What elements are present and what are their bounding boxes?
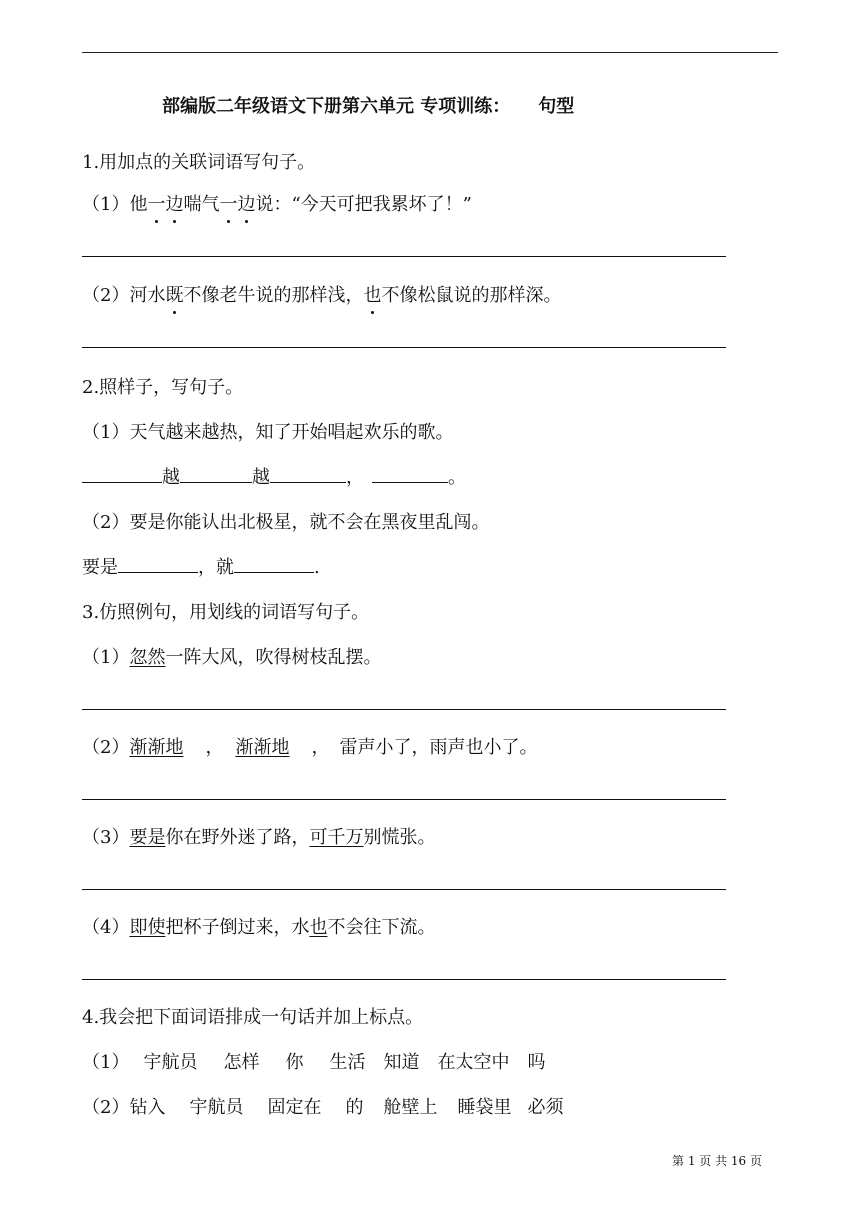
word-chip: 知道 [383, 1052, 420, 1073]
pattern-word: ，就 [198, 557, 234, 578]
page-footer: 第 1 页 共 16 页 [672, 1154, 762, 1168]
fill-blank[interactable] [118, 554, 198, 573]
pattern-punct: ， [346, 467, 364, 488]
word-chip: 宇航员 [143, 1052, 198, 1073]
answer-line[interactable] [82, 799, 726, 800]
q4-item2-num: （2） [82, 1097, 130, 1118]
underlined-word: 渐渐地 [129, 737, 184, 758]
answer-line[interactable] [82, 979, 726, 980]
q3-item4-mid: 把杯子倒过来，水 [165, 917, 310, 938]
q2-heading: 2.照样子，写句子。 [82, 377, 244, 398]
title-main: 部编版二年级语文下册第六单元 专项训练： [162, 96, 511, 117]
fill-blank[interactable] [180, 464, 252, 483]
word-chip: 宇航员 [189, 1097, 244, 1118]
q3-item3-num: （3） [82, 827, 130, 848]
pattern-word: 越 [162, 467, 180, 488]
q3-item1-rest: 一阵大风，吹得树枝乱摆。 [165, 647, 382, 668]
q2-pattern2 [82, 553, 320, 579]
q3-item1 [82, 643, 381, 669]
word-chip: 的 [345, 1097, 364, 1118]
q1-heading: 1.用加点的关联词语写句子。 [82, 152, 316, 173]
q3-item4 [82, 913, 435, 939]
dotted-char: 既 [165, 285, 184, 306]
page-title [162, 92, 574, 118]
pattern-word: 要是 [82, 557, 118, 578]
q3-item3-mid: 你在野外迷了路， [165, 827, 310, 848]
underlined-word: 也 [309, 917, 328, 938]
q3-item2-sep: ， [205, 737, 224, 758]
q3-item1-num: （1） [82, 647, 130, 668]
q1-item1 [82, 190, 472, 216]
q1-item2-num: （2） [82, 285, 130, 306]
answer-line[interactable] [82, 347, 726, 348]
answer-line[interactable] [82, 889, 726, 890]
dotted-char: 边 [165, 194, 184, 215]
fill-blank[interactable] [82, 464, 162, 483]
dotted-char: 一 [219, 194, 238, 215]
answer-line[interactable] [82, 256, 726, 257]
q1-item1-text-a: 他 [129, 194, 148, 215]
q3-item2-num: （2） [82, 737, 130, 758]
q4-item2 [82, 1093, 563, 1119]
word-chip: 怎样 [223, 1052, 260, 1073]
q3-item4-num: （4） [82, 917, 130, 938]
word-chip: 固定在 [267, 1097, 322, 1118]
q4-item1-num: （1） [82, 1052, 130, 1073]
header-rule [82, 52, 778, 53]
q1-item2-text-b: 不像老牛说的那样浅， [183, 285, 364, 306]
pattern-punct: 。 [448, 467, 466, 488]
underlined-word: 要是 [129, 827, 166, 848]
q3-item2-rest: 雷声小了，雨声也小了。 [339, 737, 538, 758]
dotted-char: 也 [363, 285, 382, 306]
word-chip: 舱壁上 [383, 1097, 438, 1118]
q1-item2-text-a: 河水 [129, 285, 166, 306]
fill-blank[interactable] [234, 554, 314, 573]
q2-pattern1 [82, 463, 466, 489]
q4-heading: 4.我会把下面词语排成一句话并加上标点。 [82, 1007, 424, 1028]
q2-item2: （2）要是你能认出北极星，就不会在黑夜里乱闯。 [82, 512, 490, 533]
q3-heading: 3.仿照例句，用划线的词语写句子。 [82, 602, 370, 623]
underlined-word: 忽然 [129, 647, 166, 668]
q1-item2-text-c: 不像松鼠说的那样深。 [381, 285, 562, 306]
q3-item2-sep: ， [311, 737, 330, 758]
word-chip: 吗 [527, 1052, 546, 1073]
word-chip: 在太空中 [437, 1052, 510, 1073]
q3-item3-rest: 别慌张。 [363, 827, 436, 848]
fill-blank[interactable] [270, 464, 346, 483]
dotted-char: 一 [147, 194, 166, 215]
underlined-word: 可千万 [309, 827, 364, 848]
q3-item3 [82, 823, 435, 849]
word-chip: 必须 [527, 1097, 564, 1118]
title-tail: 句型 [538, 96, 575, 117]
word-chip: 生活 [329, 1052, 366, 1073]
pattern-word: 越 [252, 467, 270, 488]
word-chip: 睡袋里 [457, 1097, 512, 1118]
q4-item1 [82, 1048, 545, 1074]
q1-item2 [82, 281, 561, 307]
q2-item1: （1）天气越来越热，知了开始唱起欢乐的歌。 [82, 422, 454, 443]
underlined-word: 即使 [129, 917, 166, 938]
word-chip: 你 [285, 1052, 304, 1073]
underlined-word: 渐渐地 [235, 737, 290, 758]
answer-line[interactable] [82, 709, 726, 710]
pattern-punct: . [314, 557, 320, 578]
dotted-char: 边 [237, 194, 256, 215]
q1-item1-num: （1） [82, 194, 130, 215]
q1-item1-text-b: 喘气 [183, 194, 220, 215]
q1-item1-text-c: 说：“今天可把我累坏了！” [255, 194, 472, 215]
fill-blank[interactable] [372, 464, 448, 483]
q3-item2 [82, 733, 537, 759]
word-chip: 钻入 [129, 1097, 166, 1118]
q3-item4-rest: 不会往下流。 [327, 917, 436, 938]
